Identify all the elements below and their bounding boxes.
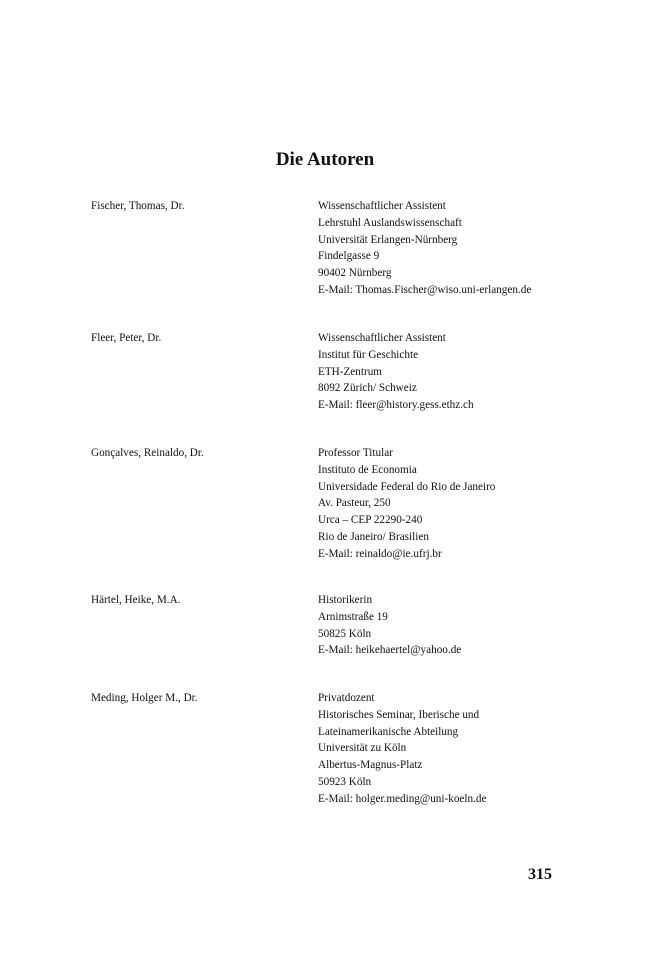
author-detail-line: Lehrstuhl Auslandswissenschaft	[318, 216, 462, 229]
author-detail-line: 50825 Köln	[318, 627, 372, 640]
author-details	[318, 445, 495, 563]
author-detail-line: Findelgasse 9	[318, 250, 380, 263]
author-detail-line: 50923 Köln	[318, 775, 372, 788]
author-detail-line: Historikerin	[318, 594, 373, 606]
author-detail-line: E-Mail: Thomas.Fischer@wiso.uni-erlangen.de	[318, 283, 532, 296]
author-detail-line: E-Mail: holger.meding@uni-koeln.de	[318, 792, 487, 805]
author-detail-line: Urca – CEP 22290-240	[318, 514, 423, 527]
author-detail-line: 90402 Nürnberg	[318, 267, 392, 280]
author-detail-line: Instituto de Economia	[318, 463, 417, 476]
author-detail-line: 8092 Zürich/ Schweiz	[318, 382, 417, 395]
author-detail-line: Rio de Janeiro/ Brasilien	[318, 530, 429, 543]
author-name: Härtel, Heike, M.A.	[91, 594, 181, 606]
author-detail-line: Privatdozent	[318, 692, 375, 704]
author-details	[318, 330, 474, 414]
author-detail-line: Av. Pasteur, 250	[318, 497, 391, 510]
author-detail-line: Universität zu Köln	[318, 742, 407, 755]
author-details	[318, 690, 486, 808]
author-detail-line: E-Mail: heikehaertel@yahoo.de	[318, 644, 462, 657]
author-detail-line: Wissenschaftlicher Assistent	[318, 332, 446, 344]
author-details	[318, 592, 461, 659]
author-name: Gonçalves, Reinaldo, Dr.	[91, 447, 204, 459]
author-detail-line: E-Mail: reinaldo@ie.ufrj.br	[318, 547, 442, 560]
author-detail-line: Institut für Geschichte	[318, 348, 419, 361]
author-name: Fleer, Peter, Dr.	[91, 332, 162, 344]
author-detail-line: Historisches Seminar, Iberische und	[318, 708, 480, 721]
author-detail-line: Professor Titular	[318, 447, 393, 459]
author-detail-line: Arnimstraße 19	[318, 610, 388, 623]
author-name: Meding, Holger M., Dr.	[91, 692, 198, 704]
author-detail-line: E-Mail: fleer@history.gess.ethz.ch	[318, 399, 474, 412]
author-name: Fischer, Thomas, Dr.	[91, 200, 185, 212]
author-detail-line: ETH-Zentrum	[318, 365, 382, 378]
author-detail-line: Universidade Federal do Rio de Janeiro	[318, 480, 496, 493]
author-detail-line: Universität Erlangen-Nürnberg	[318, 233, 458, 246]
author-detail-line: Albertus-Magnus-Platz	[318, 759, 423, 772]
page-number: 315	[528, 866, 552, 883]
author-detail-line: Wissenschaftlicher Assistent	[318, 200, 446, 212]
page-title: Die Autoren	[275, 149, 375, 170]
author-detail-line: Lateinamerikanische Abteilung	[318, 725, 459, 738]
author-details	[318, 198, 531, 299]
